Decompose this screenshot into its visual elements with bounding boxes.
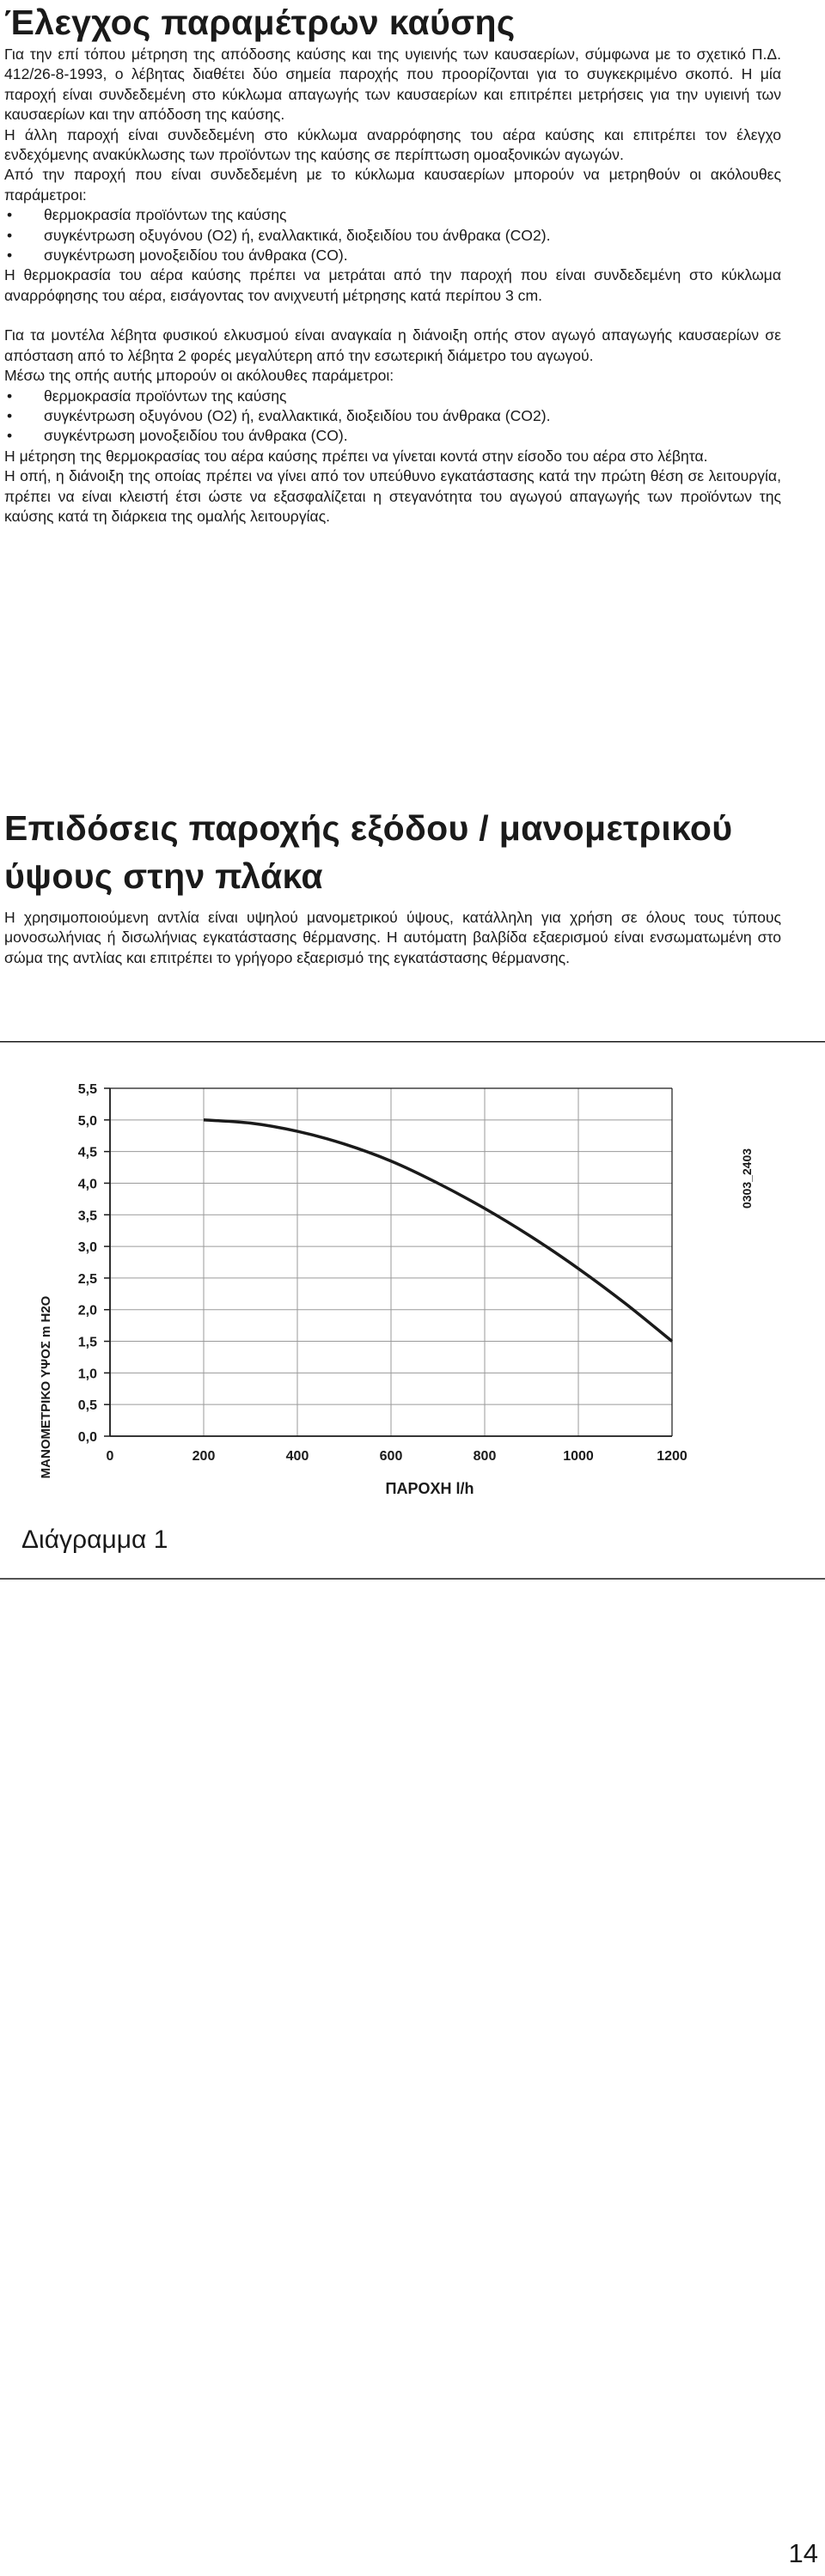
pump-paragraph: Η χρησιμοποιούμενη αντλία είναι υψηλού μανομετρικού ύψους, κατάλληλη για χρήση σε όλους τους τύπους μονοσωλήνιας ή δισωλήνιας εγκατάστασης θέρμανσης. Η αυτόματη βαλβίδα εξαερισμού είναι ενσωματωμένη στο σώμα της αντλίας και επιτρέπει το γρήγορο εξαερισμό της εγκατάστασης θέρμανσης. [4, 909, 781, 966]
y-tick-label: 1,0 [77, 1367, 97, 1382]
figure-caption: Διάγραμμα 1 [21, 1526, 168, 1554]
pump-curve-line [204, 1120, 672, 1342]
list-item: • συγκέντρωση μονοξειδίου του άνθρακα (CO). [4, 246, 781, 265]
y-tick-label: 2,0 [77, 1303, 97, 1318]
paragraph-4: Η θερμοκρασία του αέρα καύσης πρέπει να μετράται από την παροχή που είναι συνδεδεμένη στο κύκλωμα αναρρόφησης του αέρα, εισάγοντας τον ανιχνευτή μέτρησης κατά περίπου 3 cm. [4, 266, 781, 304]
y-axis-label: ΜΑΝΟΜΕΤΡΙΚΟ ΥΨΟΣ m H2O [39, 1295, 53, 1479]
y-tick-label: 2,5 [77, 1271, 97, 1287]
paragraph-2: Η άλλη παροχή είναι συνδεδεμένη στο κύκλωμα αναρρόφησης του αέρα καύσης και επιτρέπει τον έλεγχο ενδεχόμενης ανακύκλωσης των προϊόντων της καύσης σε περίπτωση ομοαξονικών αγωγών. [4, 125, 781, 164]
combustion-check-text [4, 45, 781, 527]
figure-code: 0303_2403 [740, 1148, 754, 1209]
list-item: • συγκέντρωση οξυγόνου (O2) ή, εναλλακτικά, διοξειδίου του άνθρακα (CO2). [4, 406, 781, 426]
page-number: 14 [788, 2538, 818, 2568]
list-item: • συγκέντρωση οξυγόνου (O2) ή, εναλλακτικά, διοξειδίου του άνθρακα (CO2). [4, 226, 781, 246]
pump-performance-text [4, 908, 781, 968]
x-tick-label: 400 [285, 1449, 309, 1464]
x-tick-label: 1200 [657, 1449, 688, 1464]
chart-ticks [78, 1082, 688, 1464]
pump-chart [0, 1041, 825, 1580]
y-tick-label: 0,0 [77, 1430, 97, 1445]
x-tick-label: 600 [379, 1449, 403, 1464]
y-tick-label: 1,5 [77, 1335, 97, 1350]
paragraph-7: Η μέτρηση της θερμοκρασίας του αέρα καύσης πρέπει να γίνεται κοντά στην είσοδο του αέρα στο λέβητα. [4, 447, 708, 465]
y-tick-label: 3,0 [77, 1240, 97, 1256]
y-tick-label: 5,0 [77, 1113, 97, 1129]
pump-chart-figure [0, 1041, 825, 1580]
x-tick-label: 1000 [563, 1449, 594, 1464]
y-tick-label: 4,0 [77, 1177, 97, 1192]
parameter-list-1 [4, 205, 781, 265]
paragraph-5: Για τα μοντέλα λέβητα φυσικού ελκυσμού είναι αναγκαία η διάνοιξη οπής στον αγωγό απαγωγής καυσαερίων σε απόσταση από το λέβητα 2 φορές μεγαλύτερη από την εσωτερική διάμετρο του αγωγού. [4, 326, 781, 364]
paragraph-6: Μέσω της οπής αυτής μπορούν οι ακόλουθες παράμετροι: [4, 367, 394, 385]
chart-grid [110, 1088, 672, 1436]
x-tick-label: 200 [192, 1449, 216, 1464]
y-tick-label: 4,5 [77, 1145, 97, 1160]
pump-curve-points [204, 1120, 672, 1342]
intro-paragraph: Για την επί τόπου μέτρηση της απόδοσης καύσης και της υγιεινής των καυσαερίων, σύμφωνα με το σχετικό Π.Δ. 412/26-8-1993, ο λέβητας διαθέτει δύο σημεία παροχής που προορίζονται για το συγκεκριμένο σκοπό. Η μία παροχή είναι συνδεδεμένη στο κύκλωμα απαγωγής των καυσαερίων και επιτρέπει μετρήσεις για την υγιεινή των καυσαερίων και την απόδοση της καύσης. [4, 46, 781, 124]
paragraph-8: Η οπή, η διάνοιξη της οποίας πρέπει να γίνει από τον υπεύθυνο εγκατάστασης κατά την πρώτη θέση σε λειτουργία, πρέπει να είναι κλειστή έτσι ώστε να εξασφαλίζεται η στεγανότητα του αγωγού απαγωγής των προϊόντων της καύσης κατά τη διάρκεια της ομαλής λειτουργίας. [4, 467, 781, 525]
section-title-combustion-check: Έλεγχος παραμέτρων καύσης [4, 3, 516, 42]
paragraph-3: Από την παροχή που είναι συνδεδεμένη με το κύκλωμα καυσαερίων μπορούν να μετρηθούν οι ακόλουθες παράμετροι: [4, 166, 781, 204]
x-tick-label: 800 [473, 1449, 497, 1464]
list-item: • συγκέντρωση μονοξειδίου του άνθρακα (CO). [4, 426, 781, 446]
parameter-list-2 [4, 387, 781, 447]
x-axis-label: ΠΑΡΟΧΗ l/h [385, 1480, 474, 1497]
y-tick-label: 3,5 [77, 1209, 97, 1224]
section-title-pump-performance: Επιδόσεις παροχής εξόδου / μανομετρικού ύψους στην πλάκα [4, 808, 733, 896]
list-item: • θερμοκρασία προϊόντων της καύσης [4, 387, 781, 406]
y-tick-label: 5,5 [77, 1082, 97, 1097]
paragraph-gap [4, 306, 781, 326]
y-tick-label: 0,5 [77, 1398, 97, 1414]
x-tick-label: 0 [106, 1449, 114, 1464]
list-item: • θερμοκρασία προϊόντων της καύσης [4, 205, 781, 225]
